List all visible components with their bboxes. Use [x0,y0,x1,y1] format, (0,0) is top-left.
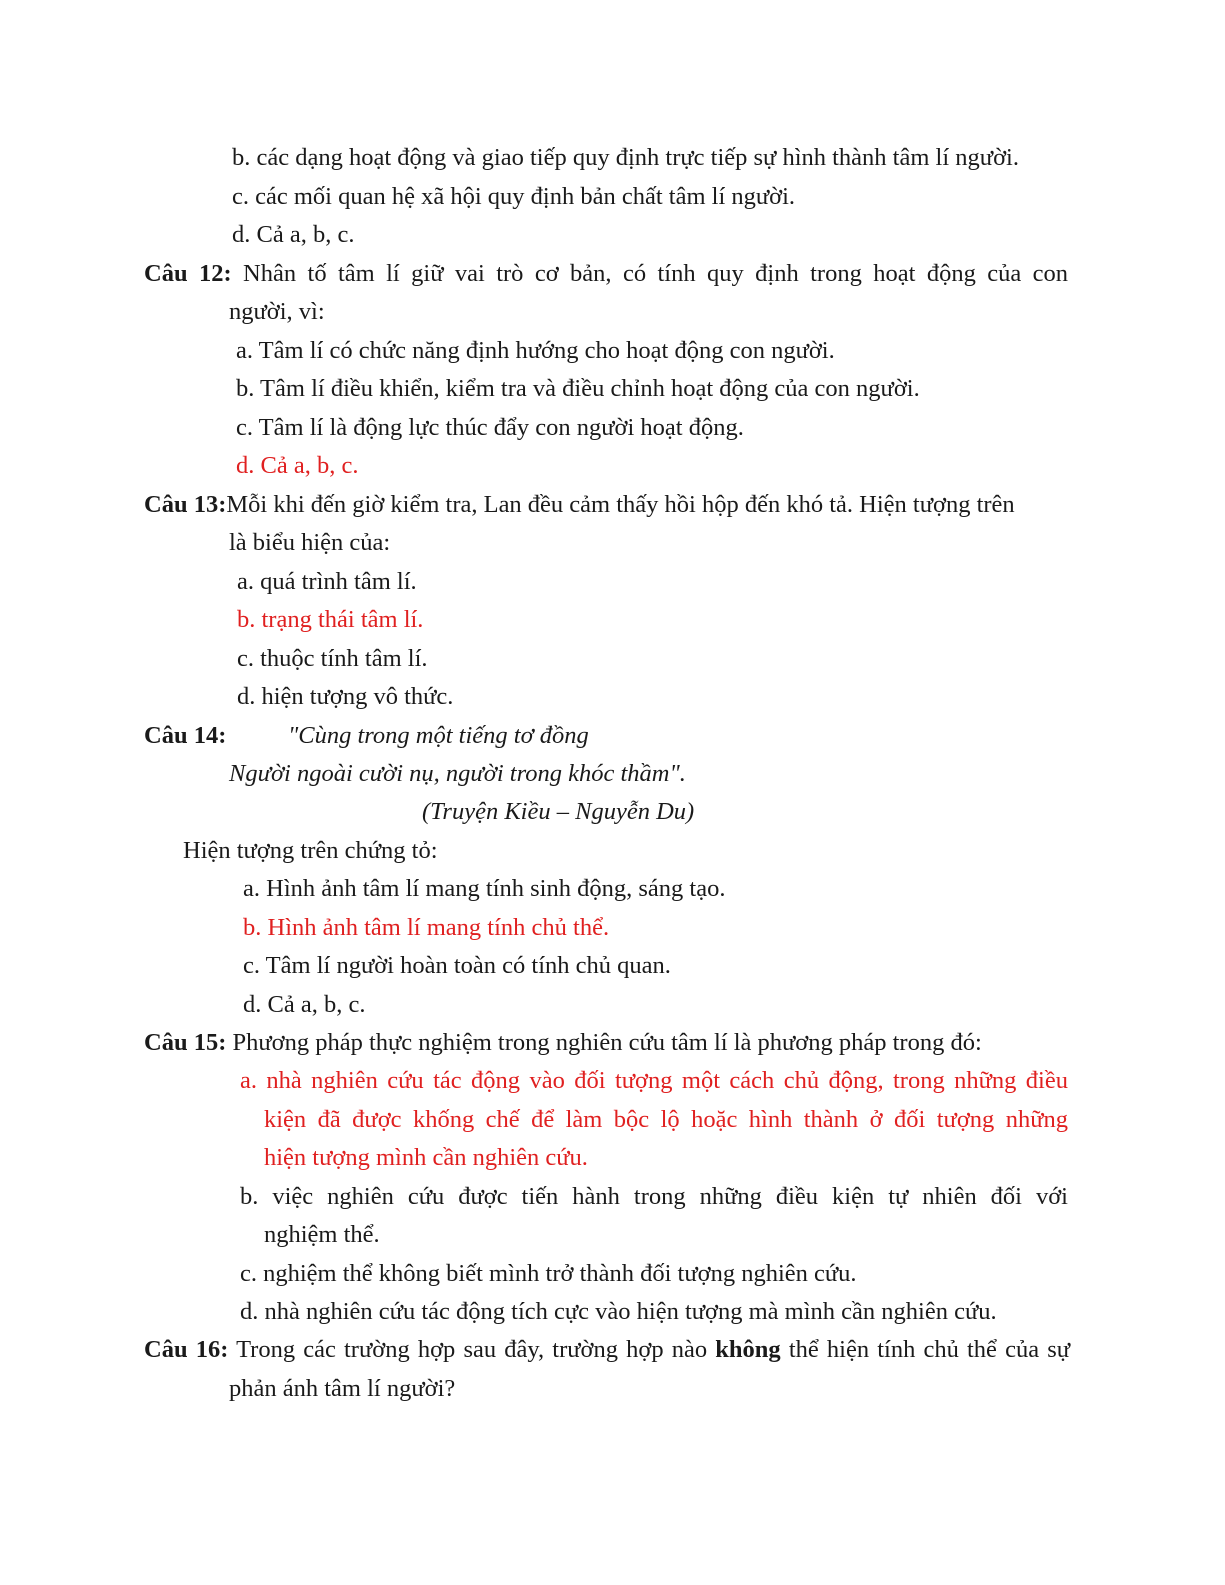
q12-stem: Nhân tố tâm lí giữ vai trò cơ bản, có tính quy định trong hoạt động của con [243,260,1068,287]
q15-option-a-answer-line2: kiện đã được khống chế để làm bộc lộ hoặc hình thành ở đối tượng những [264,1106,1068,1133]
q16-stem-pre: Trong các trường hợp sau đây, trường hợp nào [236,1336,708,1363]
q16-stem-post: thể hiện tính chủ thể của sự [788,1336,1071,1363]
q15-stem-text: Phương pháp thực nghiệm trong nghiên cứu tâm lí là phương pháp trong đó: [232,1029,982,1056]
q16-label: Câu 16: [144,1336,229,1363]
q15-option-b-line1: b. việc nghiên cứu được tiến hành trong những điều kiện tự nhiên đối với [240,1183,1068,1210]
q16-stem-line2: phản ánh tâm lí người? [229,1375,456,1402]
q12-option-d-answer: d. Cả a, b, c. [236,452,359,479]
q13-label: Câu 13: [144,491,227,518]
q14-source: (Truyện Kiều – Nguyễn Du) [422,798,695,825]
prev-option-c: c. các mối quan hệ xã hội quy định bản chất tâm lí người. [232,183,796,210]
q13-stem: Mỗi khi đến giờ kiểm tra, Lan đều cảm thấy hồi hộp đến khó tả. Hiện tượng trên [226,491,1015,518]
q14-option-c: c. Tâm lí người hoàn toàn có tính chủ quan. [243,952,671,979]
q12-stem-line2: người, vì: [229,298,325,325]
q16-stem-line1 [144,1335,1070,1365]
q12-option-c: c. Tâm lí là động lực thúc đẩy con người hoạt động. [236,414,744,441]
q14-option-b-answer: b. Hình ảnh tâm lí mang tính chủ thể. [243,914,610,941]
q13-option-c: c. thuộc tính tâm lí. [237,645,428,672]
q13-option-b-answer: b. trạng thái tâm lí. [237,606,424,633]
q14-option-a: a. Hình ảnh tâm lí mang tính sinh động, sáng tạo. [243,875,726,902]
prev-option-b: b. các dạng hoạt động và giao tiếp quy định trực tiếp sự hình thành tâm lí người. [232,144,1019,171]
q15-option-a-answer-line1: a. nhà nghiên cứu tác động vào đối tượng một cách chủ động, trong những điều [240,1067,1068,1094]
q14-option-d: d. Cả a, b, c. [243,991,366,1018]
prev-option-d: d. Cả a, b, c. [232,221,355,248]
q12-stem-line1 [144,259,1068,289]
q12-label: Câu 12: [144,260,232,287]
q15-stem [144,1028,982,1058]
q13-stem-line1 [144,490,1015,520]
q16-stem-emphasis: không [715,1336,781,1363]
q14-verse-line1: "Cùng trong một tiếng tơ đồng [288,722,589,749]
q14-label: Câu 14: [144,722,227,749]
q15-option-a-answer-line3: hiện tượng mình cần nghiên cứu. [264,1144,588,1171]
q12-option-b: b. Tâm lí điều khiển, kiểm tra và điều chỉnh hoạt động của con người. [236,375,920,402]
q15-option-d: d. nhà nghiên cứu tác động tích cực vào hiện tượng mà mình cần nghiên cứu. [240,1298,997,1325]
q13-option-d: d. hiện tượng vô thức. [237,683,454,710]
q13-option-a: a. quá trình tâm lí. [237,568,417,595]
q14-stem: Hiện tượng trên chứng tỏ: [183,837,438,864]
q15-option-c: c. nghiệm thể không biết mình trở thành đối tượng nghiên cứu. [240,1260,857,1287]
q13-stem-line2: là biểu hiện của: [229,529,391,556]
q15-option-b-line2: nghiệm thể. [264,1221,380,1248]
q14-verse-line2: Người ngoài cười nụ, người trong khóc thầm". [229,760,686,787]
q12-option-a: a. Tâm lí có chức năng định hướng cho hoạt động con người. [236,337,835,364]
q15-label: Câu 15: [144,1029,227,1056]
